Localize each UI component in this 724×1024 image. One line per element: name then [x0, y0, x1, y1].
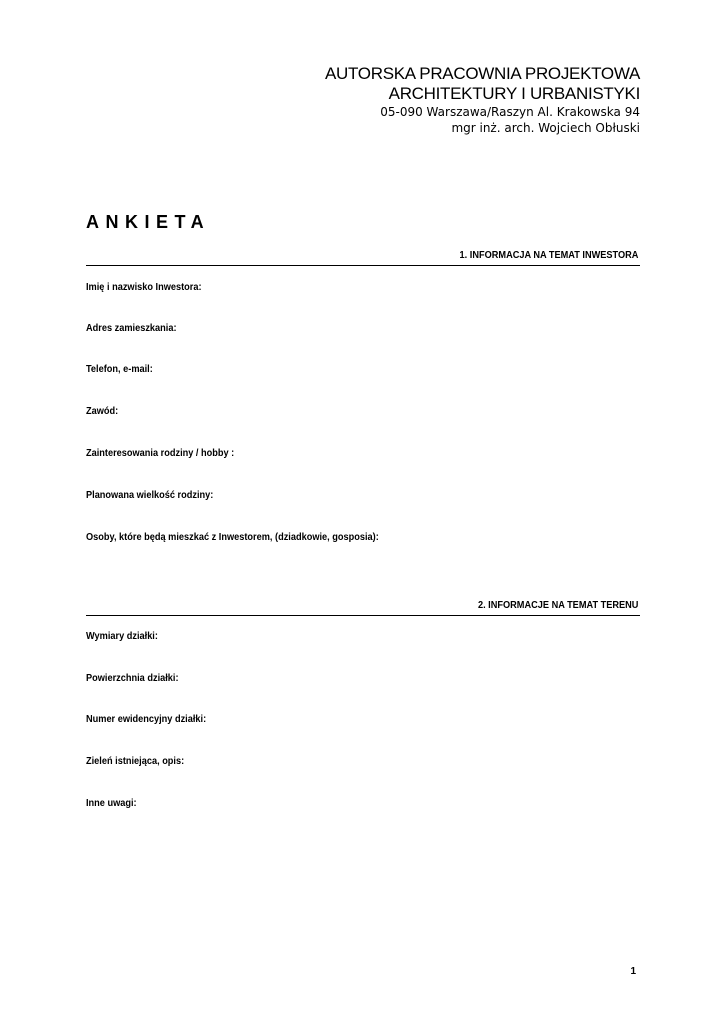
field-plot-dimensions: Wymiary działki: — [86, 631, 158, 642]
section-heading-plot — [86, 599, 640, 616]
field-family-size: Planowana wielkość rodziny: — [86, 490, 214, 501]
company-address: 05-090 Warszawa/Raszyn Al. Krakowska 94 — [380, 105, 640, 119]
letterhead — [325, 64, 640, 136]
field-investor-name: Imię i nazwisko Inwestora: — [86, 282, 202, 293]
section-heading-plot-label: 2. INFORMACJE NA TEMAT TERENU — [477, 600, 638, 611]
field-plot-number: Numer ewidencyjny działki: — [86, 714, 207, 725]
field-other-notes: Inne uwagi: — [86, 798, 137, 809]
field-plot-area: Powierzchnia działki: — [86, 673, 179, 684]
page-number: 1 — [630, 966, 636, 977]
field-profession: Zawód: — [86, 406, 119, 417]
section-heading-investor-label: 1. INFORMACJA NA TEMAT INWESTORA — [459, 250, 638, 261]
field-hobbies: Zainteresowania rodziny / hobby : — [86, 448, 235, 459]
field-existing-greenery: Zieleń istniejąca, opis: — [86, 756, 185, 767]
company-author: mgr inż. arch. Wojciech Obłuski — [451, 121, 640, 135]
company-name-line1: AUTORSKA PRACOWNIA PROJEKTOWA — [325, 64, 640, 83]
company-name-line2: ARCHITEKTURY I URBANISTYKI — [388, 84, 640, 103]
field-cohabitants: Osoby, które będą mieszkać z Inwestorem, (dziadkowie, gosposia): — [86, 532, 379, 543]
field-phone-email: Telefon, e-mail: — [86, 364, 153, 375]
document-title: ANKIETA — [86, 212, 211, 232]
section-heading-investor — [86, 249, 640, 266]
field-address: Adres zamieszkania: — [86, 323, 177, 334]
